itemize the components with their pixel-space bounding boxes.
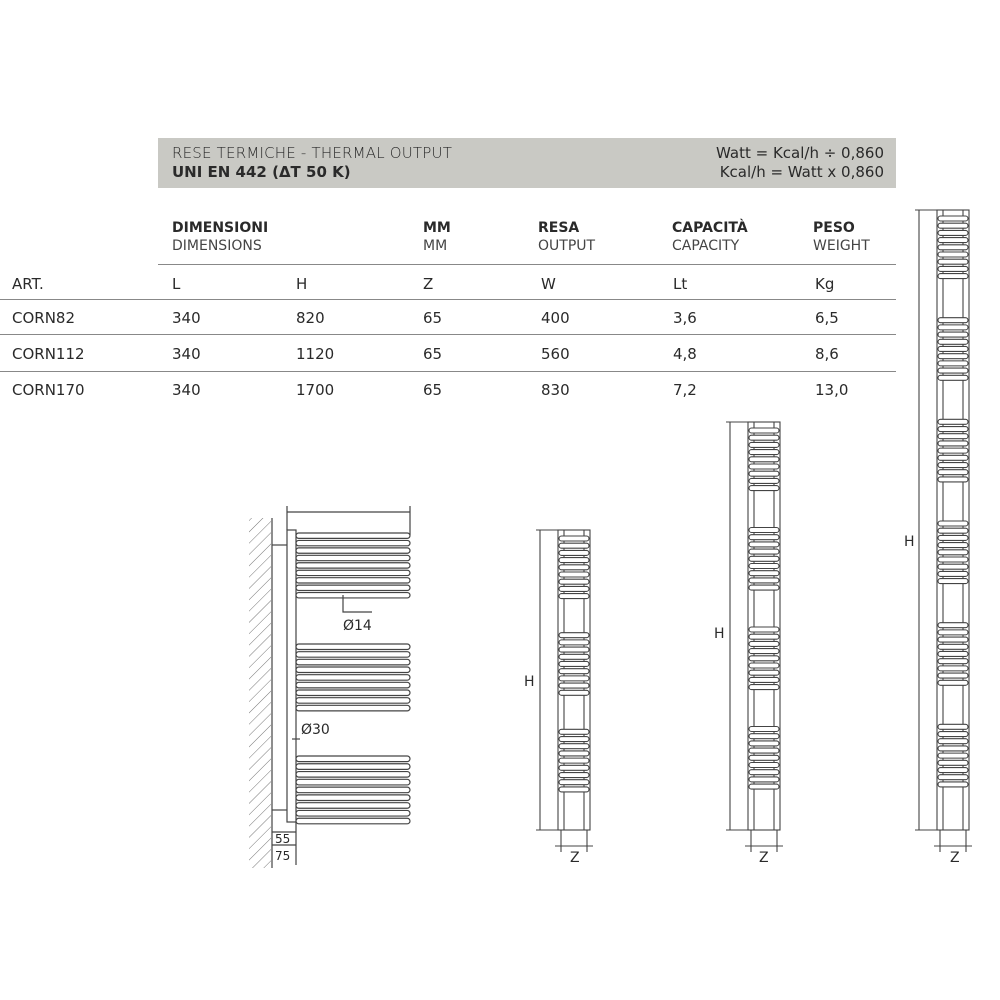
table-cell: 6,5 <box>815 309 839 327</box>
tube <box>296 644 410 650</box>
group-mm-it: MM <box>423 220 451 236</box>
front-view-drawing <box>915 210 972 852</box>
table-cell: 65 <box>423 345 443 363</box>
tube <box>296 690 410 696</box>
table-cell: 4,8 <box>673 345 697 363</box>
tube <box>296 652 410 658</box>
tube <box>296 593 410 598</box>
tube <box>296 533 410 538</box>
col-z: Z <box>423 275 434 293</box>
col-lt: Lt <box>673 275 688 293</box>
tube <box>296 667 410 673</box>
depth-label-corn112: Z <box>759 850 769 866</box>
tube <box>296 818 410 824</box>
table-cell: 1120 <box>296 345 335 363</box>
tube <box>296 795 410 801</box>
group-output-en: OUTPUT <box>538 238 596 254</box>
table-cell: 7,2 <box>673 381 697 399</box>
table-cell: 340 <box>172 381 201 399</box>
banner-conversion-kcal: Kcal/h = Watt x 0,860 <box>719 163 884 181</box>
tube <box>296 787 410 793</box>
tube <box>296 563 410 568</box>
tube <box>296 659 410 665</box>
table-cell: 340 <box>172 345 201 363</box>
table-cell: 400 <box>541 309 570 327</box>
group-weight-en: WEIGHT <box>813 238 870 254</box>
banner-conversion-watt: Watt = Kcal/h ÷ 0,860 <box>716 144 884 162</box>
table-cell: 560 <box>541 345 570 363</box>
height-label-corn170: H <box>904 534 915 550</box>
tube <box>296 585 410 590</box>
group-weight-it: PESO <box>813 220 855 236</box>
tube <box>296 779 410 785</box>
tube <box>296 555 410 560</box>
tube <box>296 803 410 809</box>
table-cell: 65 <box>423 381 443 399</box>
tube <box>296 810 410 816</box>
wall-distance-75: 75 <box>275 849 291 863</box>
tube <box>296 705 410 711</box>
height-label-corn112: H <box>714 626 725 642</box>
col-h: H <box>296 275 308 293</box>
tube-diameter-label: Ø14 <box>343 618 372 634</box>
table-cell: 8,6 <box>815 345 839 363</box>
front-view-drawing <box>536 530 593 852</box>
collector-diameter-label: Ø30 <box>301 722 330 738</box>
table-cell: 65 <box>423 309 443 327</box>
wall-distance-55: 55 <box>275 832 291 846</box>
tube <box>296 548 410 553</box>
side-view-drawing <box>249 506 410 868</box>
table-row-model: CORN112 <box>12 345 85 363</box>
depth-label-corn82: Z <box>570 850 580 866</box>
tube <box>296 570 410 575</box>
tube <box>296 756 410 762</box>
col-w: W <box>541 275 556 293</box>
table-cell: 830 <box>541 381 570 399</box>
tube <box>296 578 410 583</box>
group-dimensions-en: DIMENSIONS <box>172 238 262 254</box>
table-row-model: CORN82 <box>12 309 76 327</box>
col-l: L <box>172 275 181 293</box>
table-cell: 340 <box>172 309 201 327</box>
tube <box>296 682 410 688</box>
tube <box>296 675 410 681</box>
group-capacity-en: CAPACITY <box>672 238 740 254</box>
tube <box>296 540 410 545</box>
group-dimensions-it: DIMENSIONI <box>172 220 269 236</box>
banner-standard: UNI EN 442 (ΔT 50 K) <box>172 163 351 181</box>
table-cell: 13,0 <box>815 381 849 399</box>
table-row-model: CORN170 <box>12 381 85 399</box>
col-kg: Kg <box>815 275 835 293</box>
group-output-it: RESA <box>538 220 580 236</box>
tube <box>296 698 410 704</box>
height-label-corn82: H <box>524 674 535 690</box>
table-cell: 1700 <box>296 381 335 399</box>
table-cell: 3,6 <box>673 309 697 327</box>
banner-title: RESE TERMICHE - THERMAL OUTPUT <box>172 144 453 162</box>
group-capacity-it: CAPACITÀ <box>672 220 748 236</box>
table-cell: 820 <box>296 309 325 327</box>
col-art: ART. <box>12 275 44 293</box>
front-view-drawing <box>726 422 783 852</box>
tube <box>296 772 410 778</box>
depth-label-corn170: Z <box>950 850 960 866</box>
tube <box>296 764 410 770</box>
group-mm-en: MM <box>423 238 448 254</box>
